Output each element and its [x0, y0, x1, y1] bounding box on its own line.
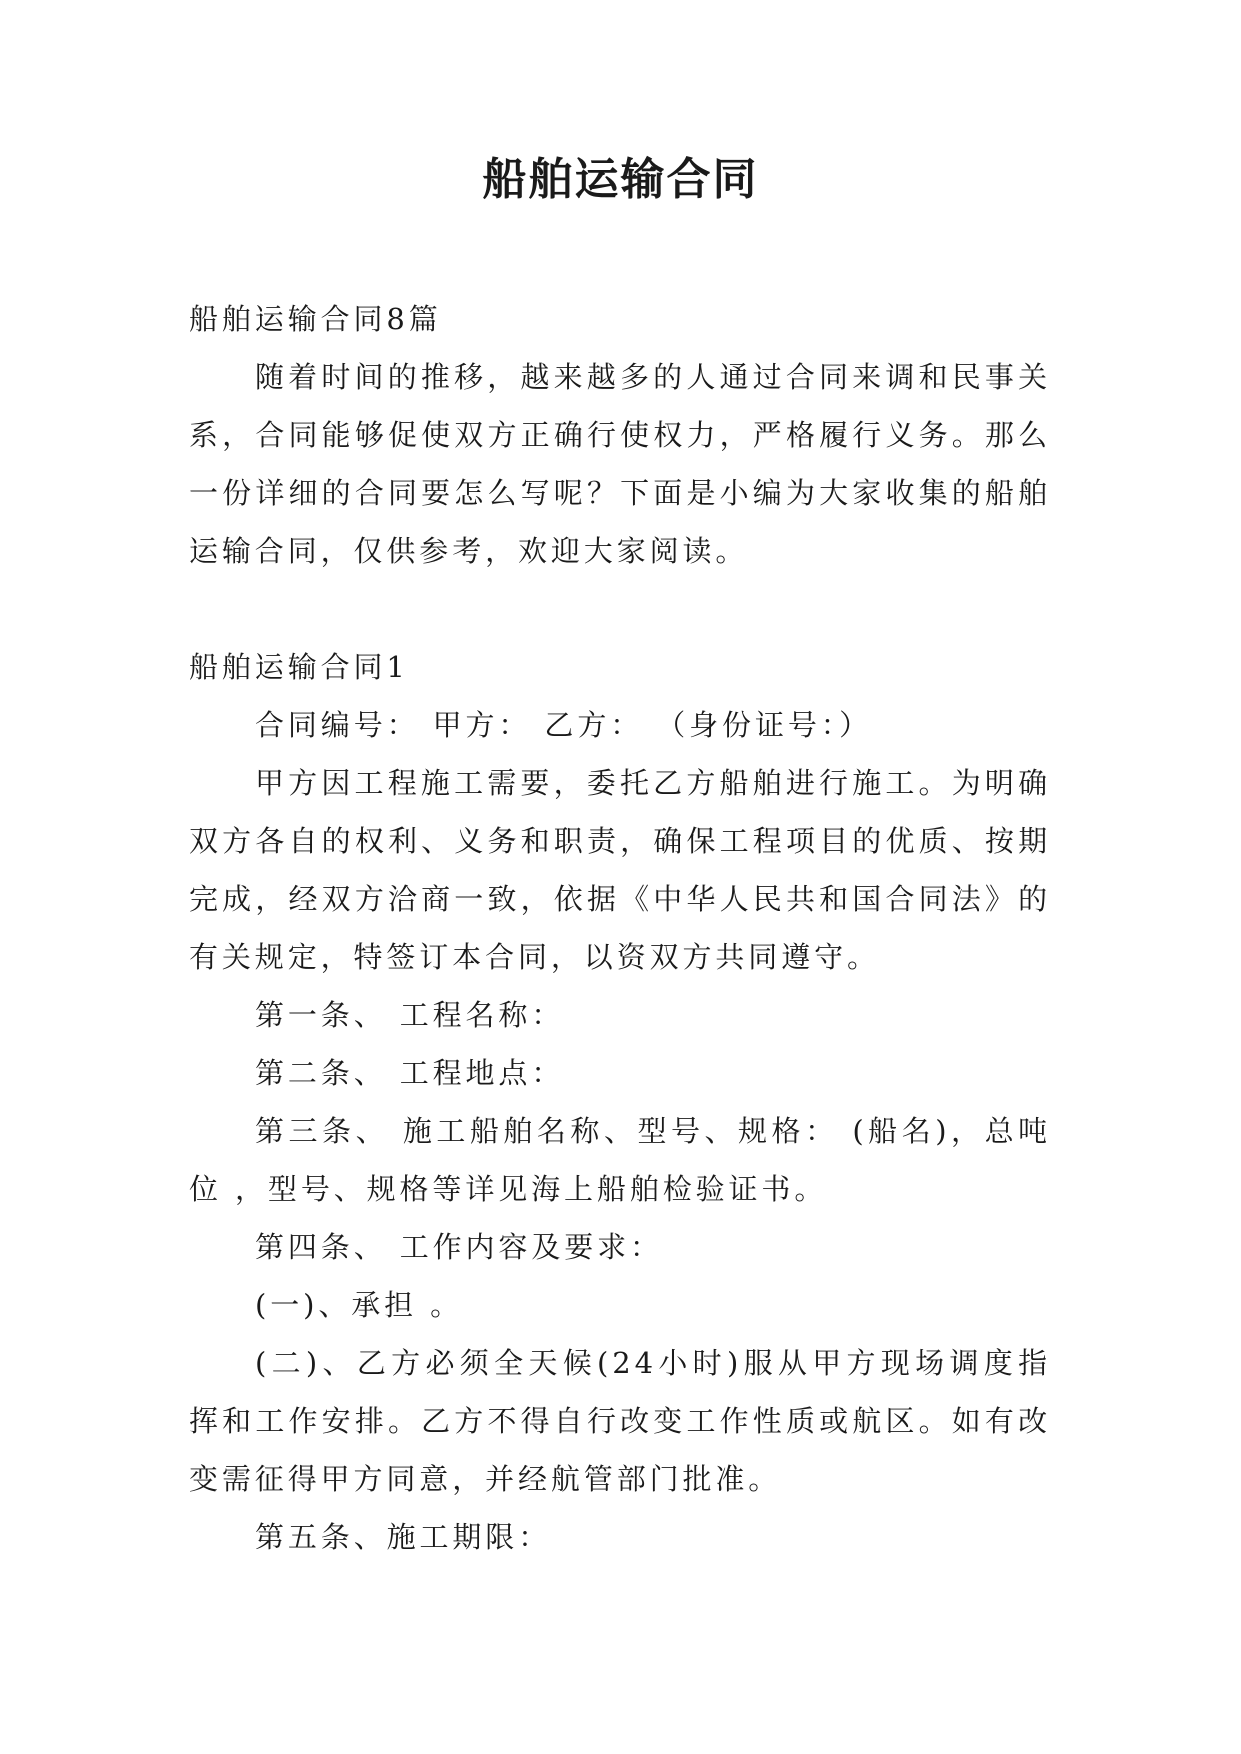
- article-3: 第三条、 施工船舶名称、型号、规格： (船名)，总吨位 ，型号、规格等详见海上船舶检验证书。: [189, 1114, 1051, 1206]
- article-4-item-1: (一)、承担 。: [255, 1288, 464, 1322]
- intro-paragraph: 随着时间的推移，越来越多的人通过合同来调和民事关系，合同能够促使双方正确行使权力，严格履行义务。那么一份详细的合同要怎么写呢？下面是小编为大家收集的船舶运输合同，仅供参考，欢迎大家阅读。: [189, 360, 1051, 568]
- article-4-item-2: (二)、乙方必须全天候(24小时)服从甲方现场调度指挥和工作安排。乙方不得自行改变工作性质或航区。如有改变需征得甲方同意，并经航管部门批准。: [189, 1346, 1051, 1496]
- article-1: 第一条、 工程名称：: [255, 998, 565, 1032]
- contract-parties-line: 合同编号： 甲方： 乙方： （身份证号：）: [255, 708, 873, 742]
- document-title: 船舶运输合同: [482, 154, 759, 205]
- document-body: [189, 290, 1051, 1566]
- preamble-paragraph: 甲方因工程施工需要，委托乙方船舶进行施工。为明确双方各自的权利、义务和职责，确保工程项目的优质、按期完成，经双方洽商一致，依据《中华人民共和国合同法》的有关规定，特签订本合同，以资双方共同遵守。: [189, 766, 1051, 974]
- subtitle-line: 船舶运输合同8篇: [189, 302, 442, 336]
- article-5: 第五条、施工期限：: [255, 1520, 552, 1554]
- article-4: 第四条、 工作内容及要求：: [255, 1230, 663, 1264]
- blank-line: [189, 580, 1051, 638]
- section-heading: 船舶运输合同1: [189, 650, 409, 684]
- article-2: 第二条、 工程地点：: [255, 1056, 565, 1090]
